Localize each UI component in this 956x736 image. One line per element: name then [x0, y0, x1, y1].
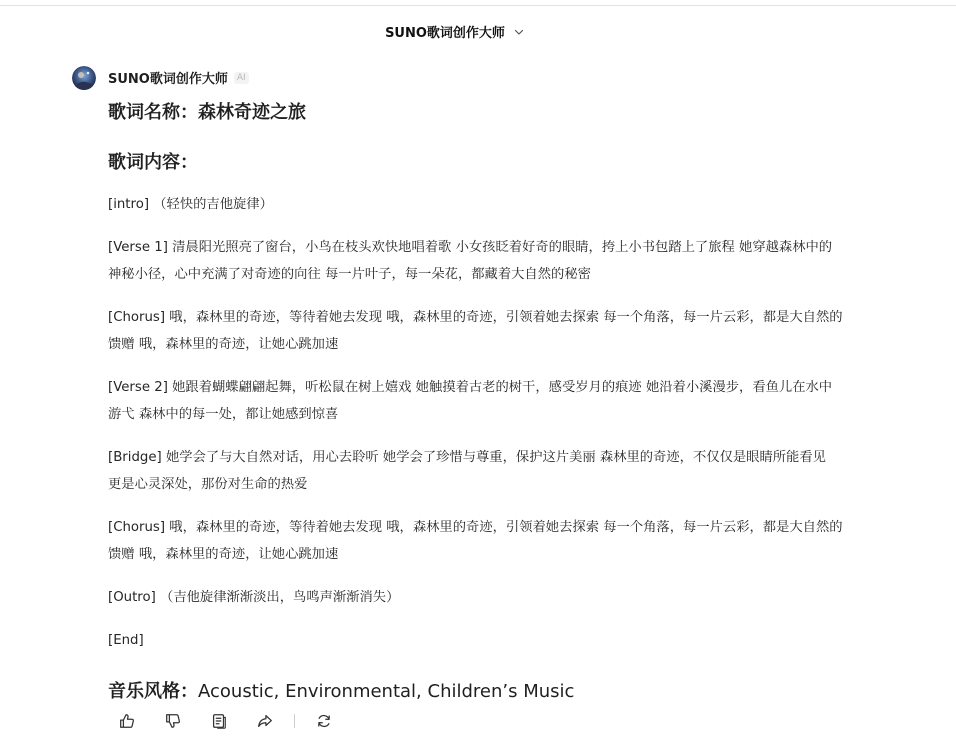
- lyric-block-intro: [intro] （轻快的吉他旋律）: [108, 197, 273, 212]
- message-body: [108, 98, 843, 706]
- ai-badge: AI: [234, 72, 249, 84]
- lyric-block-verse-2: [Verse 2] 她跟着蝴蝶翩翩起舞，听松鼠在树上嬉戏 她触摸着古老的树干，感受岁月的痕迹 她沿着小溪漫步，看鱼儿在水中游弋 森林中的每一处，都让她感到惊喜: [108, 380, 833, 422]
- lyric-block-bridge: [Bridge] 她学会了与大自然对话，用心去聆听 她学会了珍惜与尊重，保护这片美丽 森林里的奇迹，不仅仅是眼睛所能看见 更是心灵深处，那份对生命的热爱: [108, 450, 826, 492]
- actions-divider: [294, 714, 295, 728]
- bot-avatar: [72, 66, 96, 90]
- thumbs-down-icon[interactable]: [162, 710, 184, 732]
- lyric-block-verse-1: [Verse 1] 清晨阳光照亮了窗台，小鸟在枝头欢快地唱着歌 小女孩眨着好奇的眼睛，挎上小书包踏上了旅程 她穿越森林中的神秘小径，心中充满了对奇迹的向往 每一片叶子，每一朵花，都藏着大自然的秘密: [108, 240, 833, 282]
- copy-icon[interactable]: [208, 710, 230, 732]
- music-style-label: 音乐风格：: [108, 681, 198, 702]
- lyrics-content-heading: 歌词内容：: [108, 152, 198, 173]
- lyric-block-chorus-repeat: [Chorus] 哦，森林里的奇迹，等待着她去发现 哦，森林里的奇迹，引领着她去探索 每一个角落，每一片云彩，都是大自然的馈赠 哦，森林里的奇迹，让她心跳加速: [108, 520, 843, 562]
- regenerate-icon[interactable]: [313, 710, 335, 732]
- share-icon[interactable]: [254, 710, 276, 732]
- music-style-line: [108, 678, 843, 706]
- bot-name: SUNO歌词创作大师: [108, 72, 228, 87]
- lyric-block-end: [End]: [108, 633, 144, 648]
- chat-title: SUNO歌词创作大师: [385, 26, 505, 41]
- bot-name-row: [108, 68, 249, 87]
- top-divider: [0, 5, 956, 6]
- lyric-block-chorus: [Chorus] 哦，森林里的奇迹，等待着她去发现 哦，森林里的奇迹，引领着她去探索 每一个角落，每一片云彩，都是大自然的馈赠 哦，森林里的奇迹，让她心跳加速: [108, 310, 843, 352]
- message-actions: [116, 710, 359, 732]
- lyrics-title: 歌词名称：森林奇迹之旅: [108, 102, 306, 123]
- chat-title-dropdown[interactable]: [0, 22, 910, 41]
- lyric-block-outro: [Outro] （吉他旋律渐渐淡出，鸟鸣声渐渐消失）: [108, 590, 400, 605]
- chevron-down-icon: [513, 26, 525, 38]
- thumbs-up-icon[interactable]: [116, 710, 138, 732]
- music-style-value: Acoustic, Environmental, Children’s Music: [198, 681, 575, 702]
